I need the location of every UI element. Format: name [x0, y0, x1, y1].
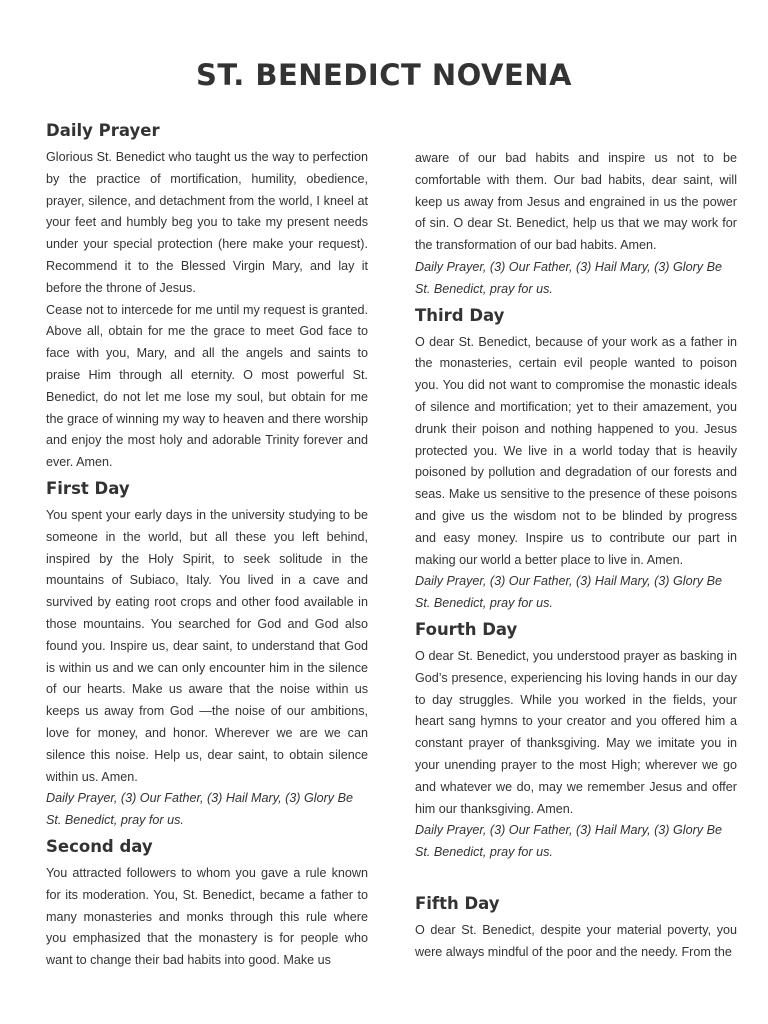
heading-first-day: First Day [46, 478, 130, 498]
second-day-closing: Daily Prayer, (3) Our Father, (3) Hail Mary, (3) Glory Be [415, 259, 722, 274]
first-day-invocation: St. Benedict, pray for us. [46, 813, 184, 828]
heading-third-day: Third Day [415, 305, 505, 325]
third-day-text: O dear St. Benedict, because of your work as a father in the monasteries, certain evil people wanted to poison you. You did not want to compromise the monastic ideals of silence and mortification; yet to their amazement, you drunk their poison and nothing happened to you. Jesus protected you. We live in a world today that is heavily poisoned by pollution and degradation of our forests and seas. Make us sensitive to the presence of these poisons and give us the wisdom not to be blinded by progress and easy money. Inspire us to contribute our part in making our world a better place to live in. Amen. [415, 334, 737, 567]
first-day-closing: Daily Prayer, (3) Our Father, (3) Hail Mary, (3) Glory Be [46, 791, 353, 806]
fourth-day-invocation: St. Benedict, pray for us. [415, 845, 553, 860]
fifth-day-text: O dear St. Benedict, despite your material poverty, you were always mindful of the poor and the needy. From the [415, 922, 737, 959]
third-day-closing: Daily Prayer, (3) Our Father, (3) Hail Mary, (3) Glory Be [415, 574, 722, 589]
second-day-invocation: St. Benedict, pray for us. [415, 281, 553, 296]
left-column [46, 118, 368, 972]
third-day-invocation: St. Benedict, pray for us. [415, 596, 553, 611]
fourth-day-closing: Daily Prayer, (3) Our Father, (3) Hail Mary, (3) Glory Be [415, 823, 722, 838]
heading-fifth-day: Fifth Day [415, 893, 500, 913]
heading-second-day: Second day [46, 836, 153, 856]
first-day-text: You spent your early days in the university studying to be someone in the world, but all these you left behind, inspired by the Holy Spirit, to seek solitude in the mountains of Subiaco, Italy. You lived in a cave and survived by eating root crops and other food available in those mountains. You searched for God and God also found you. Inspire us, dear saint, to understand that God is within us and we can only encounter him in the silence of our hearts. Make us aware that the noise within us keeps us away from God —the noise of our ambitions, love for money, and honor. Wherever we are we can silence this noise. Help us, dear saint, to obtain silence within us. Amen. [46, 507, 368, 784]
daily-prayer-paragraph-2: Cease not to intercede for me until my request is granted. Above all, obtain for me the grace to meet God face to face with you, Mary, and all the angels and saints to praise Him through all eternity. O most powerful St. Benedict, do not let me lose my soul, but obtain for me the grace of winning my way to heaven and there worship and enjoy the most holy and adorable Trinity forever and ever. Amen. [46, 302, 368, 470]
daily-prayer-paragraph-1: Glorious St. Benedict who taught us the way to perfection by the practice of mortification, humility, obedience, prayer, silence, and detachment from the world, I kneel at your feet and humbly beg you to take my present needs under your special protection (here make your request). Recommend it to the Blessed Virgin Mary, and lay it before the throne of Jesus. [46, 150, 368, 295]
second-day-text: You attracted followers to whom you gave a rule known for its moderation. You, St. Benedict, became a father to many monasteries and monks through this rule where you emphasized that the monastery is for people who want to change their bad habits into good. Make us [46, 865, 368, 968]
second-day-text-continued: aware of our bad habits and inspire us not to be comfortable with them. Our bad habits, dear saint, will keep us away from Jesus and engrained in us the power of sin. O dear St. Benedict, help us that we may work for the transformation of our bad habits. Amen. [415, 151, 737, 253]
heading-fourth-day: Fourth Day [415, 619, 518, 639]
right-column [415, 148, 737, 964]
page-title: ST. BENEDICT NOVENA [195, 58, 572, 92]
heading-daily-prayer: Daily Prayer [46, 121, 160, 140]
fourth-day-text: O dear St. Benedict, you understood prayer as basking in God’s presence, experiencing his loving hands in our day to day struggles. While you worked in the fields, your heart sang hymns to your creator and you offered him a constant prayer of thanksgiving. May we imitate you in your unending prayer to the most High; wherever we go and whatever we do, may we remember Jesus and offer him our thanksgiving. Amen. [415, 648, 737, 816]
